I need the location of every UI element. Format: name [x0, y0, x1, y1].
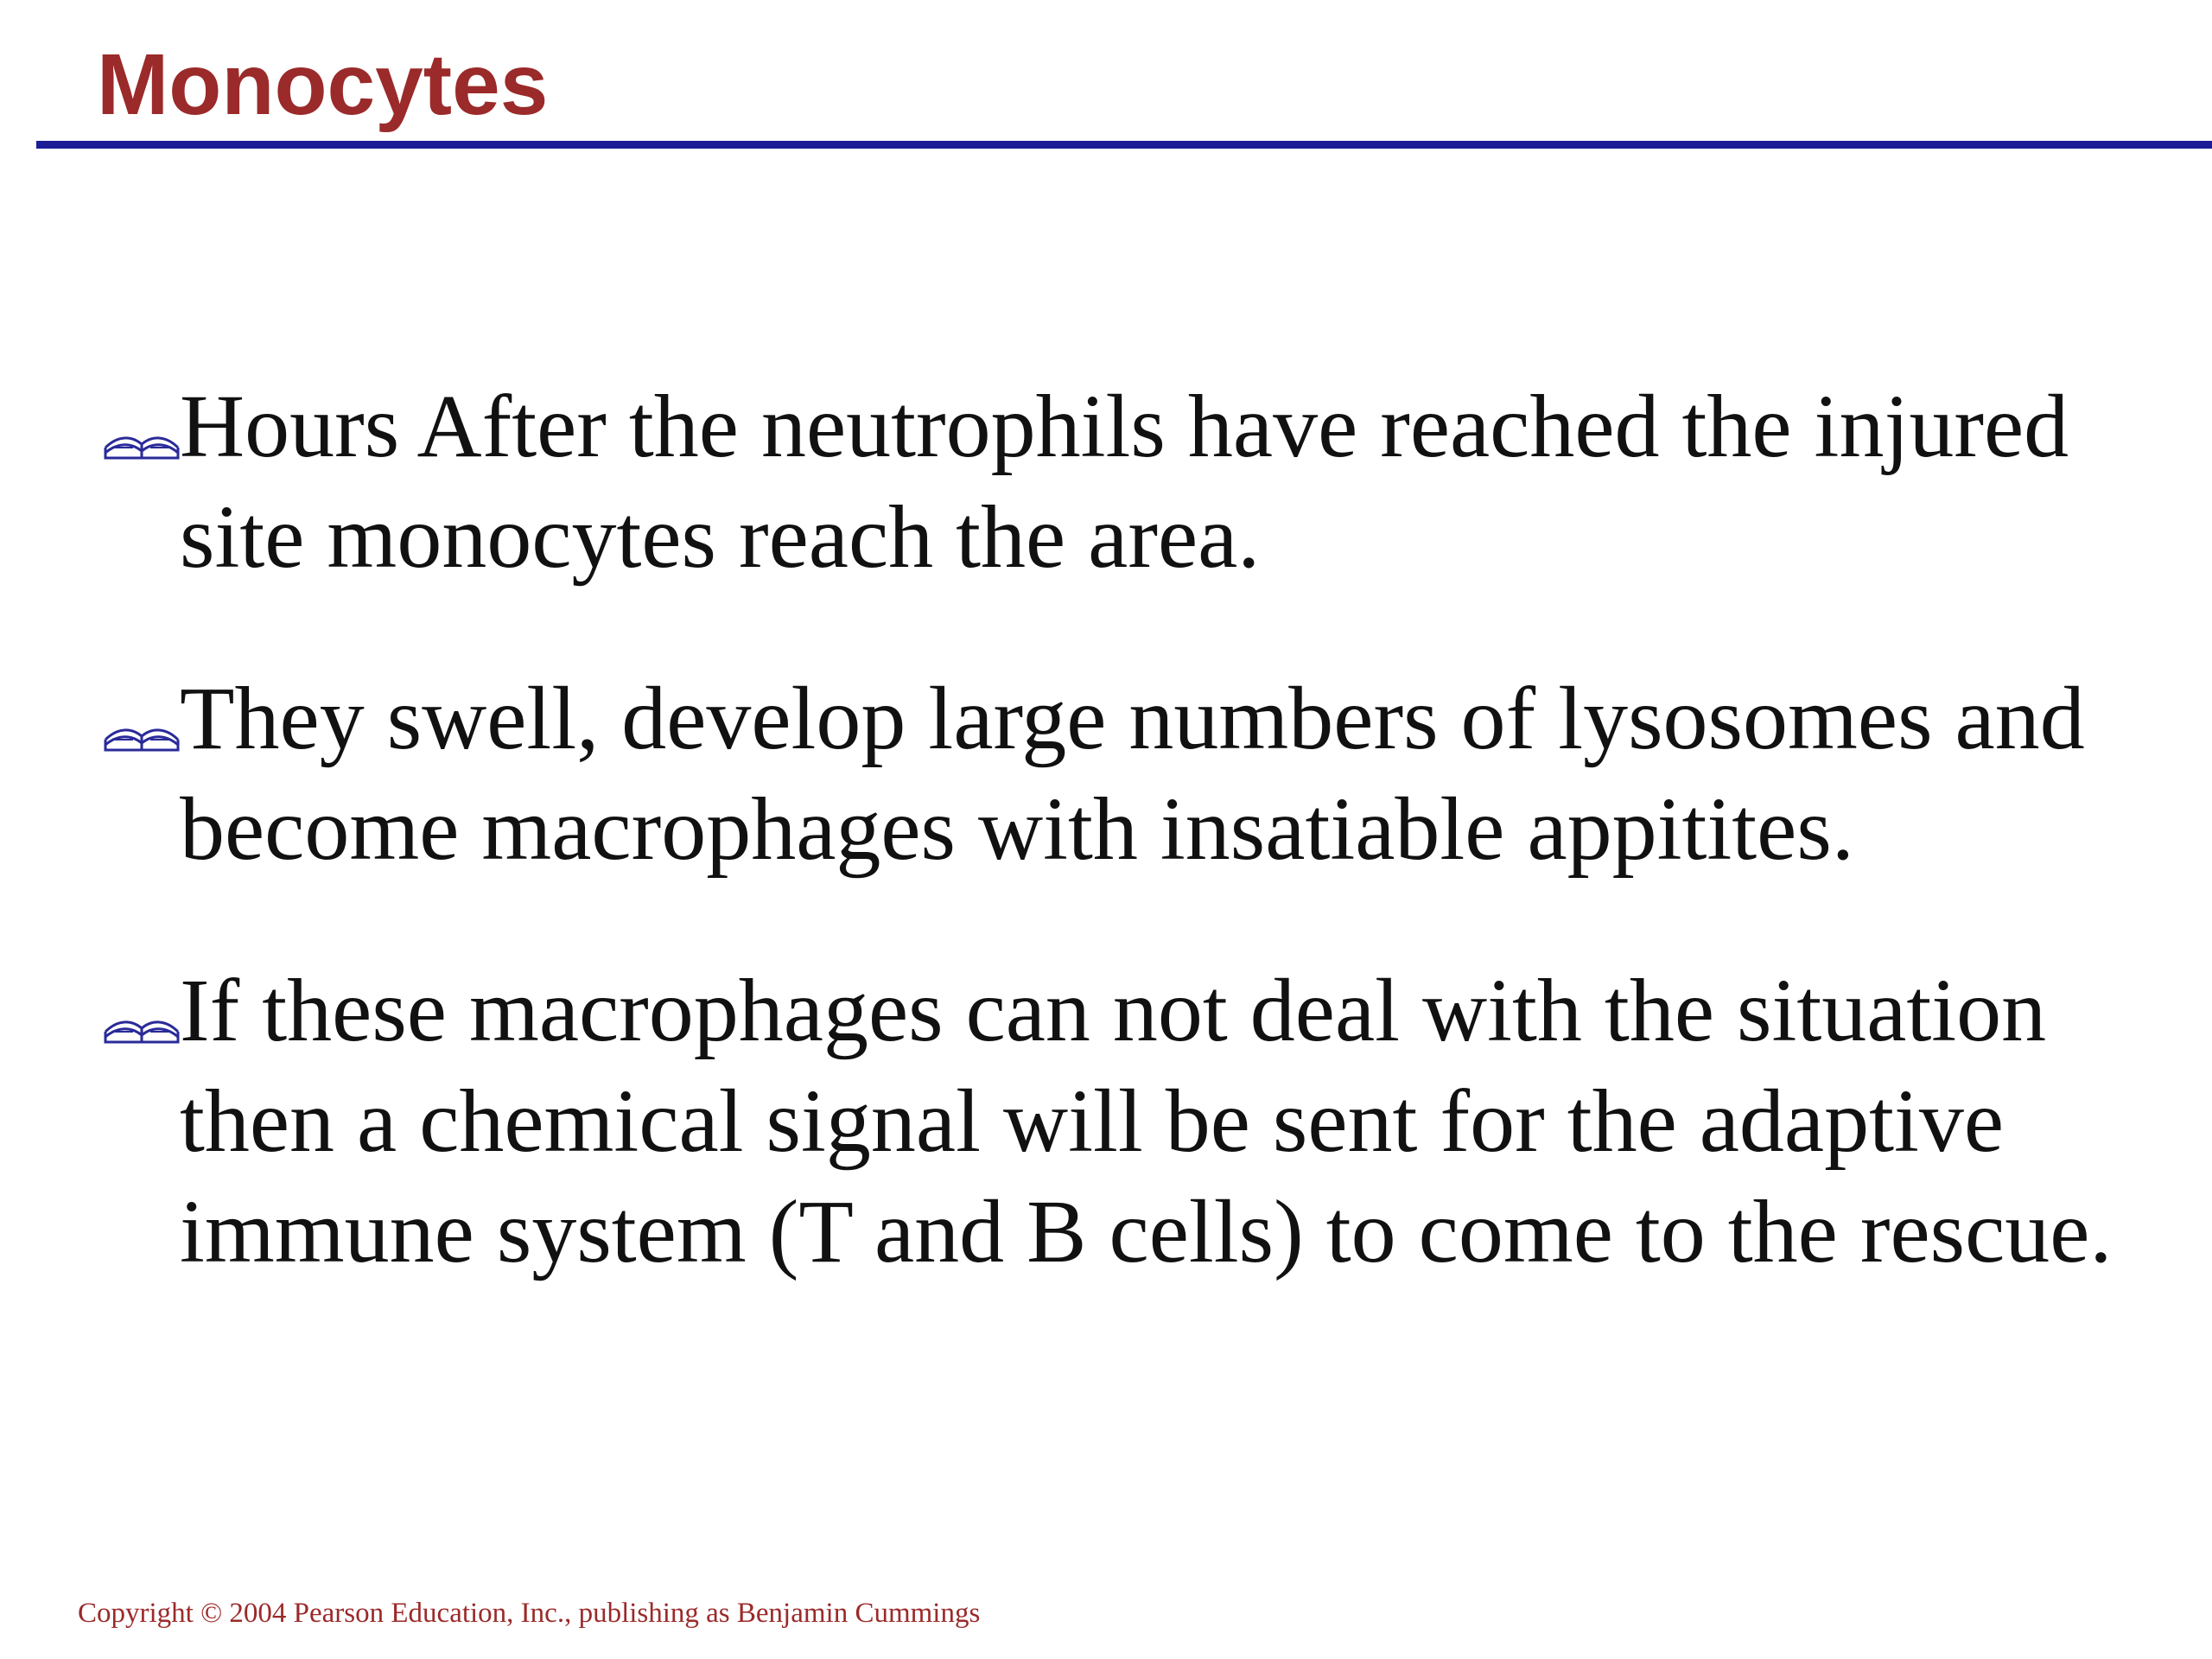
book-icon	[102, 418, 181, 460]
bullet-text: They swell, develop large numbers of lysosomes and become macrophages with insatiable appitites.	[180, 669, 2085, 879]
copyright-footer: Copyright © 2004 Pearson Education, Inc., publishing as Benjamin Cummings	[78, 1598, 981, 1629]
slide-title: Monocytes	[97, 36, 549, 133]
bullet-text: If these macrophages can not deal with the situation then a chemical signal will be sent for the adaptive immune system (T and B cells) to come to the rescue.	[180, 961, 2113, 1281]
bullet-item	[102, 372, 2193, 593]
bullet-item	[102, 664, 2193, 885]
bullet-list	[102, 372, 2193, 1358]
book-icon	[102, 710, 181, 752]
bullet-text: Hours After the neutrophils have reached the injured site monocytes reach the area.	[180, 377, 2069, 587]
title-divider	[36, 141, 2212, 149]
bullet-item	[102, 956, 2193, 1287]
book-icon	[102, 1002, 181, 1044]
